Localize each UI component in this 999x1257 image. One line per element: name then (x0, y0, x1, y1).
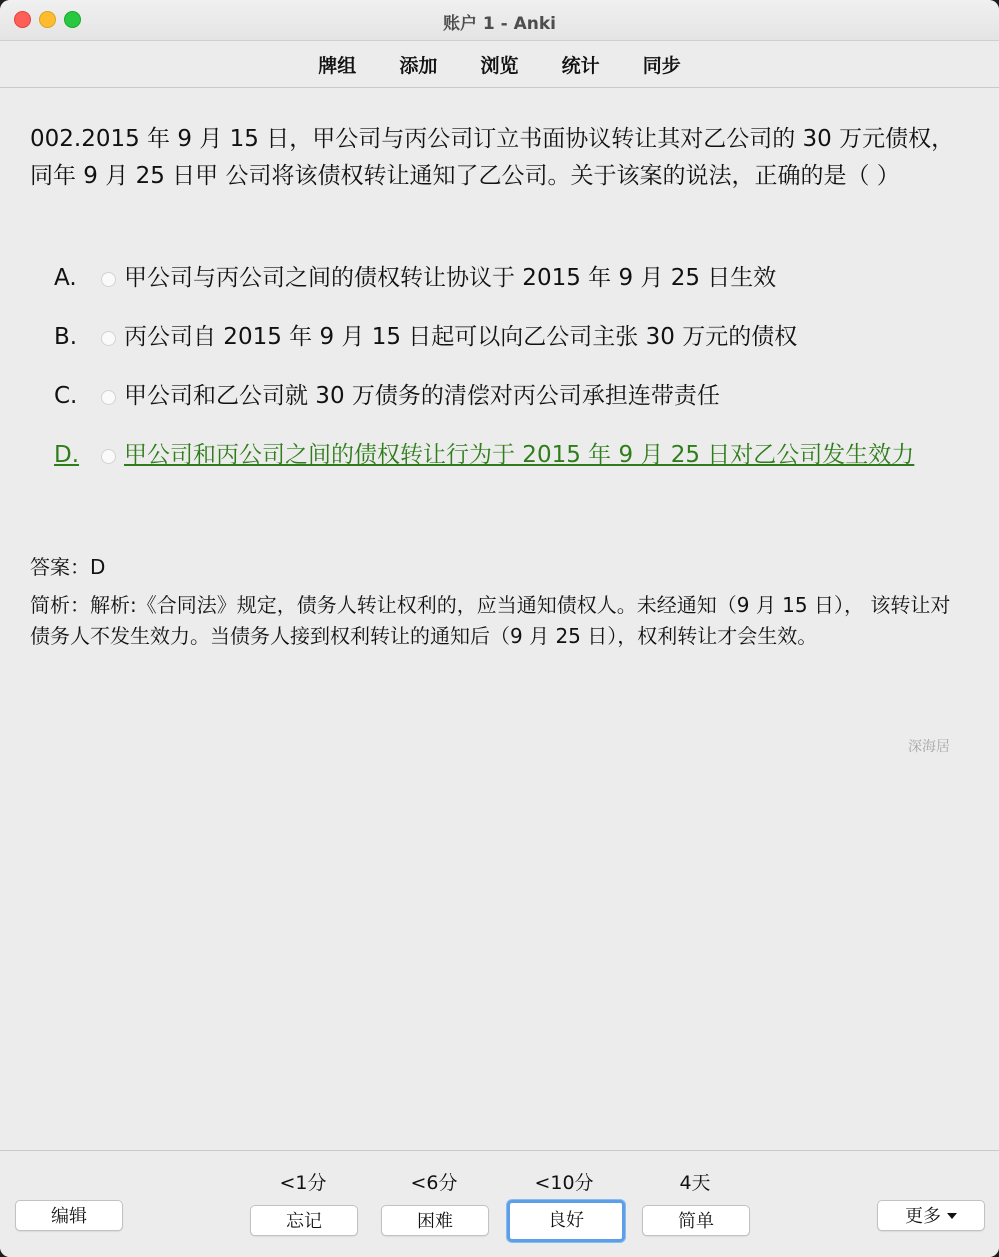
hard-button[interactable]: 困难 (381, 1205, 489, 1236)
toolbar-browse[interactable]: 浏览 (480, 55, 519, 77)
interval-easy: 4天 (679, 1172, 711, 1194)
option-text: 甲公司和乙公司就 30 万债务的清偿对丙公司承担连带责任 (124, 383, 720, 409)
chevron-down-icon (947, 1213, 957, 1219)
option-letter: C. (54, 383, 78, 409)
option-letter: D. (54, 442, 80, 468)
interval-again: <1分 (279, 1172, 327, 1194)
option-a-radio[interactable] (101, 272, 116, 287)
question-text: 002.2015 年 9 月 15 日，甲公司与丙公司订立书面协议转让其对乙公司的 30 万元债权，同年 9 月 25 日甲 公司将该债权转让通知了乙公司。关于该案的说法，正确的是（ ） (30, 126, 955, 189)
more-button[interactable] (877, 1200, 985, 1231)
toolbar-stats[interactable]: 统计 (561, 55, 600, 77)
again-button[interactable]: 忘记 (250, 1205, 358, 1236)
answer-value: D (90, 555, 106, 579)
answer-line (30, 551, 105, 580)
watermark-text: 深海居 (908, 739, 950, 755)
toolbar-decks[interactable]: 牌组 (318, 55, 357, 77)
edit-button[interactable]: 编辑 (15, 1200, 123, 1231)
option-letter: A. (54, 265, 77, 291)
toolbar-sync[interactable]: 同步 (642, 55, 681, 77)
answer-bar (0, 1150, 999, 1257)
option-letter: B. (54, 324, 78, 350)
card-review-area (0, 88, 999, 1150)
title-bar (0, 0, 999, 41)
easy-button[interactable]: 简单 (642, 1205, 750, 1236)
option-text: 甲公司和丙公司之间的债权转让行为于 2015 年 9 月 25 日对乙公司发生效力 (124, 442, 915, 468)
option-text: 丙公司自 2015 年 9 月 15 日起可以向乙公司主张 30 万元的债权 (124, 324, 798, 350)
analysis-text: 简析：解析:《合同法》规定，债务人转让权利的，应当通知债权人。未经通知（9 月 15 日）， 该转让对债务人不发生效力。当债务人接到权利转让的通知后（9 月 25 日），权利转让才会生效。 (30, 593, 951, 648)
more-label: 更多 (905, 1206, 941, 1227)
option-c-radio[interactable] (101, 390, 116, 405)
answer-label: 答案： (30, 555, 90, 579)
interval-good: <10分 (534, 1172, 594, 1194)
option-b-radio[interactable] (101, 331, 116, 346)
toolbar-add[interactable]: 添加 (399, 55, 438, 77)
interval-hard: <6分 (410, 1172, 458, 1194)
good-button[interactable]: 良好 (507, 1200, 625, 1242)
option-text: 甲公司与丙公司之间的债权转让协议于 2015 年 9 月 25 日生效 (124, 265, 777, 291)
main-toolbar (0, 41, 999, 88)
window-title: 账户 1 - Anki (442, 14, 557, 34)
